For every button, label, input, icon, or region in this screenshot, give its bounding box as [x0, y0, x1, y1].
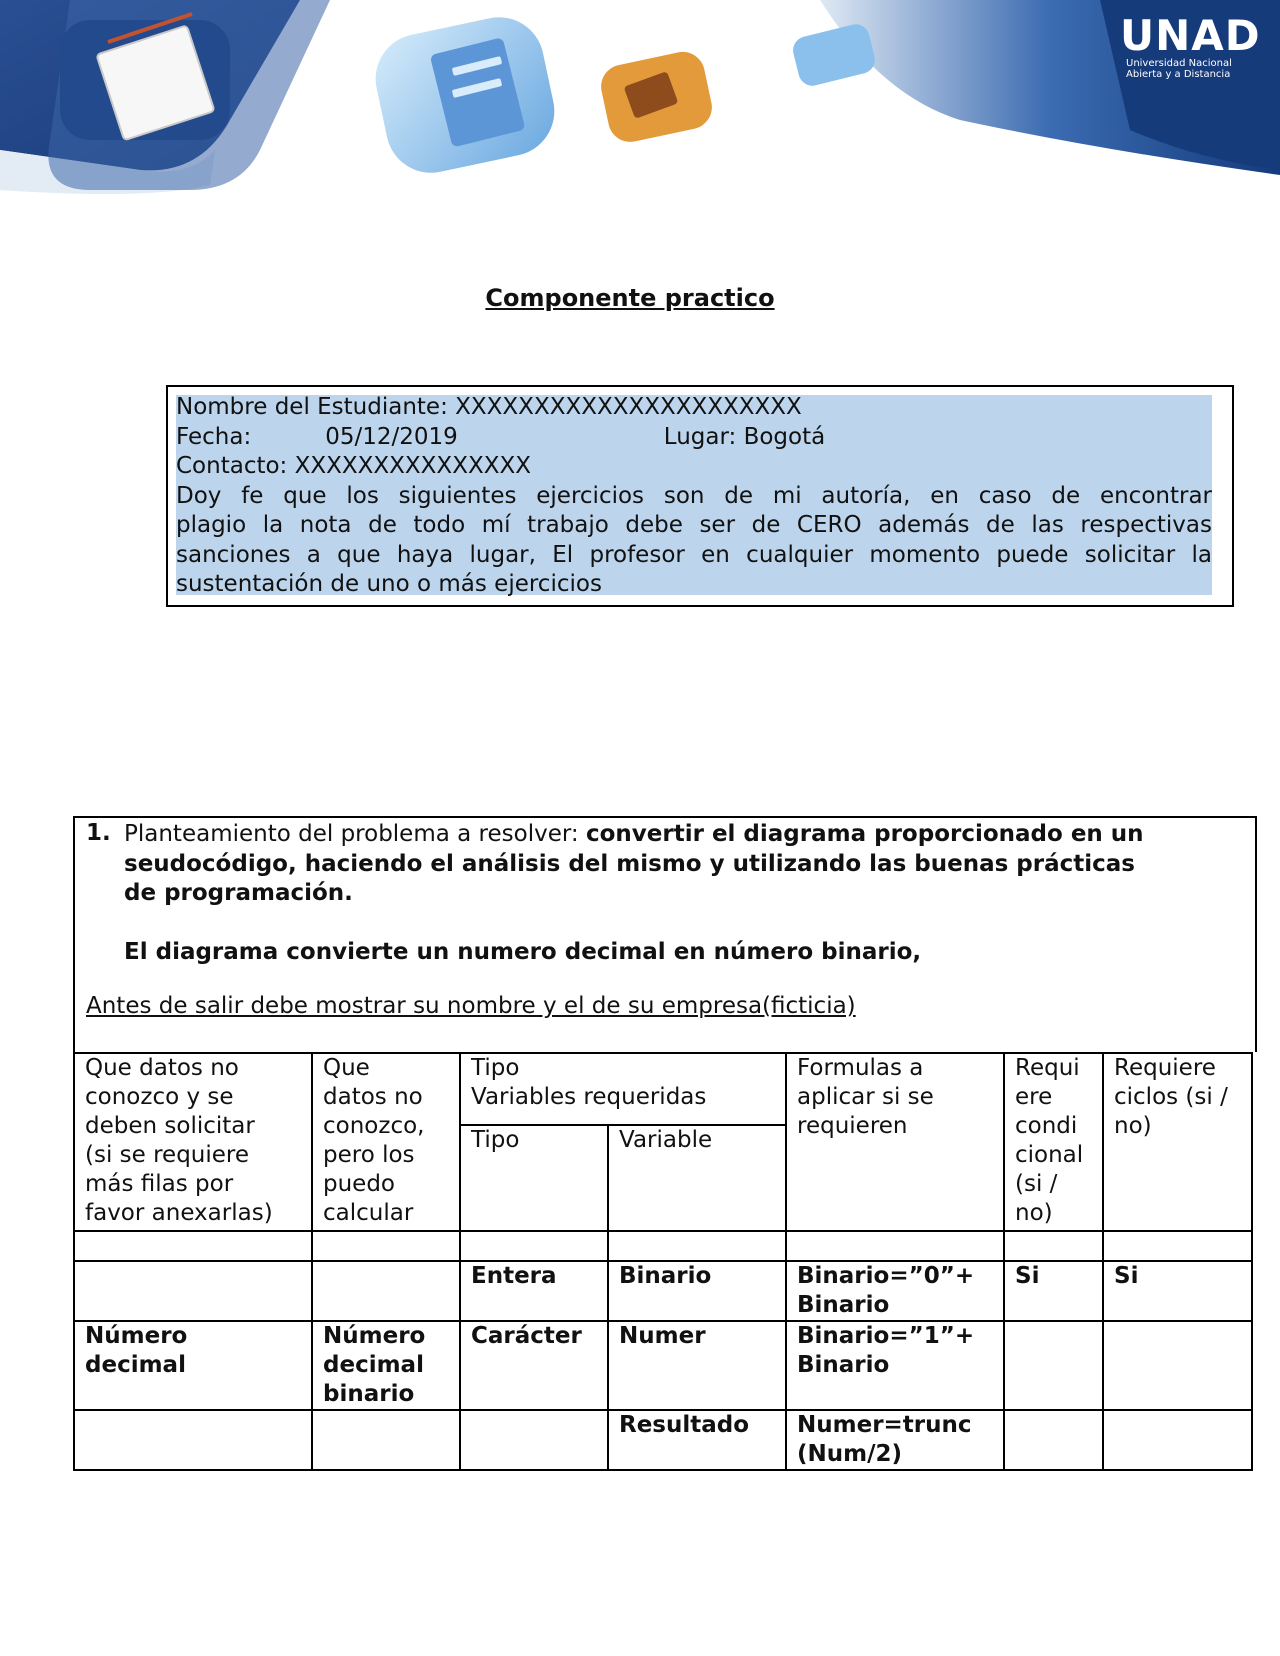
header-datos-calcular: Que datos no conozco, pero los puedo calcular: [312, 1053, 460, 1231]
table-row: [74, 1321, 1252, 1410]
student-name-label: Nombre del Estudiante:: [176, 394, 448, 420]
header-banner: [0, 0, 1280, 230]
header-tipo-variables: Tipo Variables requeridas: [460, 1053, 786, 1125]
header-formulas: Formulas a aplicar si se requieren: [786, 1053, 1004, 1231]
contact-value: XXXXXXXXXXXXXXX: [294, 453, 531, 479]
unad-wordmark: UNAD: [1120, 11, 1261, 60]
table-row: [74, 1410, 1252, 1470]
statement-line-3: sanciones a que haya lugar, El profesor en cualquier momento puede solicitar la: [176, 541, 1212, 568]
logo-subtitle-1: Universidad Nacional: [1126, 58, 1232, 69]
date-label: Fecha:: [176, 423, 252, 450]
header-variable: Variable: [608, 1125, 786, 1231]
contact-line: [176, 452, 1212, 482]
page-title: Componente practico: [485, 284, 775, 312]
problem-text: [124, 820, 1244, 968]
cell-ciclos: Si: [1103, 1261, 1252, 1321]
banner-artwork: [0, 0, 1280, 230]
table-header-row: [74, 1053, 1252, 1125]
header-tipo: Tipo: [460, 1125, 608, 1231]
place-label: Lugar:: [663, 423, 737, 450]
problem-note: Antes de salir debe mostrar su nombre y el de su empresa(ficticia): [86, 993, 856, 1019]
cell-datos-calcular: Número decimal binario: [312, 1321, 460, 1410]
cell-variable: Binario: [608, 1261, 786, 1321]
problem-bold-2: seudocódigo, haciendo el análisis del mismo y utilizando las buenas prácticas: [124, 850, 1135, 877]
statement-line-2: plagio la nota de todo mí trabajo debe ser de CERO además de las respectivas: [176, 512, 1212, 538]
date-place-line: [176, 423, 1212, 453]
cell-tipo: Carácter: [460, 1321, 608, 1410]
cell-formula: Binario=”0”+ Binario: [786, 1261, 1004, 1321]
cell-formula: Numer=trunc (Num/2): [786, 1410, 1004, 1470]
statement-line-4: sustentación de uno o más ejercicios: [176, 571, 602, 597]
problem-bold-4: El diagrama convierte un numero decimal en número binario,: [124, 939, 922, 965]
date-value: 05/12/2019: [325, 423, 458, 450]
problem-bold-3: de programación.: [124, 880, 353, 906]
cell-tipo: Entera: [460, 1261, 608, 1321]
table-row: [74, 1261, 1252, 1321]
problem-number: 1.: [86, 820, 111, 846]
logo-subtitle-2: Abierta y a Distancia: [1126, 69, 1231, 80]
statement-line-1: Doy fe que los siguientes ejercicios son de mi autoría, en caso de encontrar: [176, 482, 1212, 509]
student-name-value: XXXXXXXXXXXXXXXXXXXXXX: [455, 394, 802, 420]
contact-label: Contacto:: [176, 453, 288, 479]
analysis-table: [73, 1052, 1253, 1471]
header-ciclos: Requiere ciclos (si / no): [1103, 1053, 1252, 1231]
problem-statement: [73, 816, 1257, 1052]
cell-formula: Binario=”1”+ Binario: [786, 1321, 1004, 1410]
problem-lead: Planteamiento del problema a resolver:: [124, 821, 586, 847]
cell-condicional: Si: [1004, 1261, 1103, 1321]
student-info-box: [166, 385, 1234, 607]
header-datos-solicitar: Que datos no conozco y se deben solicitar (si se requiere más filas por favor anexarlas): [74, 1053, 312, 1231]
cell-datos-solicitar: Número decimal: [74, 1321, 312, 1410]
header-condicional: Requi ere condi cional (si / no): [1004, 1053, 1103, 1231]
student-name-line: [176, 393, 1212, 423]
place-value: Bogotá: [743, 423, 826, 450]
cell-variable: Numer: [608, 1321, 786, 1410]
unad-logo: [1120, 11, 1270, 80]
cell-variable: Resultado: [608, 1410, 786, 1470]
problem-bold-1: convertir el diagrama proporcionado en un: [585, 821, 1144, 847]
table-row: [74, 1231, 1252, 1261]
